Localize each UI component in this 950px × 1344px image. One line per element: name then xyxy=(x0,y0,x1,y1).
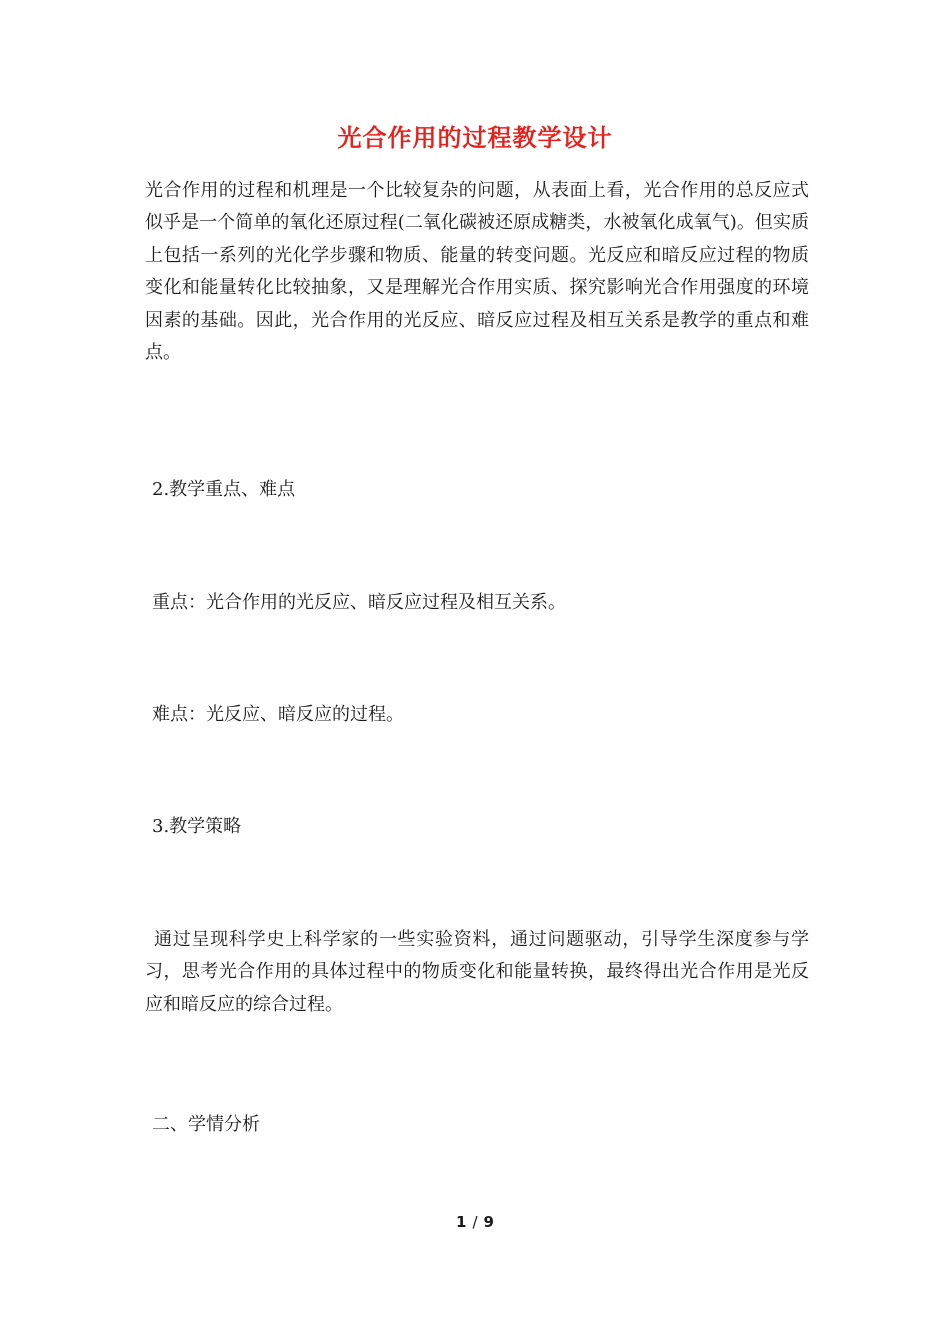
page-separator: / xyxy=(472,1213,478,1231)
strategy-paragraph: 通过呈现科学史上科学家的一些实验资料，通过问题驱动，引导学生深度参与学习，思考光合作用的具体过程中的物质变化和能量转换，最终得出光合作用是光反应和暗反应的综合过程。 xyxy=(145,929,809,1015)
heading-teaching-strategy: 3.教学策略 xyxy=(152,816,242,837)
heading-key-points: 2.教学重点、难点 xyxy=(152,479,296,500)
document-title: 光合作用的过程教学设计 xyxy=(337,123,613,152)
current-page-number: 1 xyxy=(456,1213,467,1231)
key-point-text: 重点：光合作用的光反应、暗反应过程及相互关系。 xyxy=(152,592,566,613)
difficult-point-text: 难点：光反应、暗反应的过程。 xyxy=(152,704,404,725)
heading-student-analysis: 二、学情分析 xyxy=(152,1114,260,1135)
total-pages-number: 9 xyxy=(483,1213,494,1231)
intro-paragraph: 光合作用的过程和机理是一个比较复杂的问题，从表面上看，光合作用的总反应式似乎是一个简单的氧化还原过程(二氧化碳被还原成糖类，水被氧化成氧气)。但实质上包括一系列的光化学步骤和物质、能量的转变问题。光反应和暗反应过程的物质变化和能量转化比较抽象，又是理解光合作用实质、探究影响光合作用强度的环境因素的基础。因此，光合作用的光反应、暗反应过程及相互关系是教学的重点和难点。 xyxy=(145,180,809,364)
page-number xyxy=(0,1210,950,1234)
